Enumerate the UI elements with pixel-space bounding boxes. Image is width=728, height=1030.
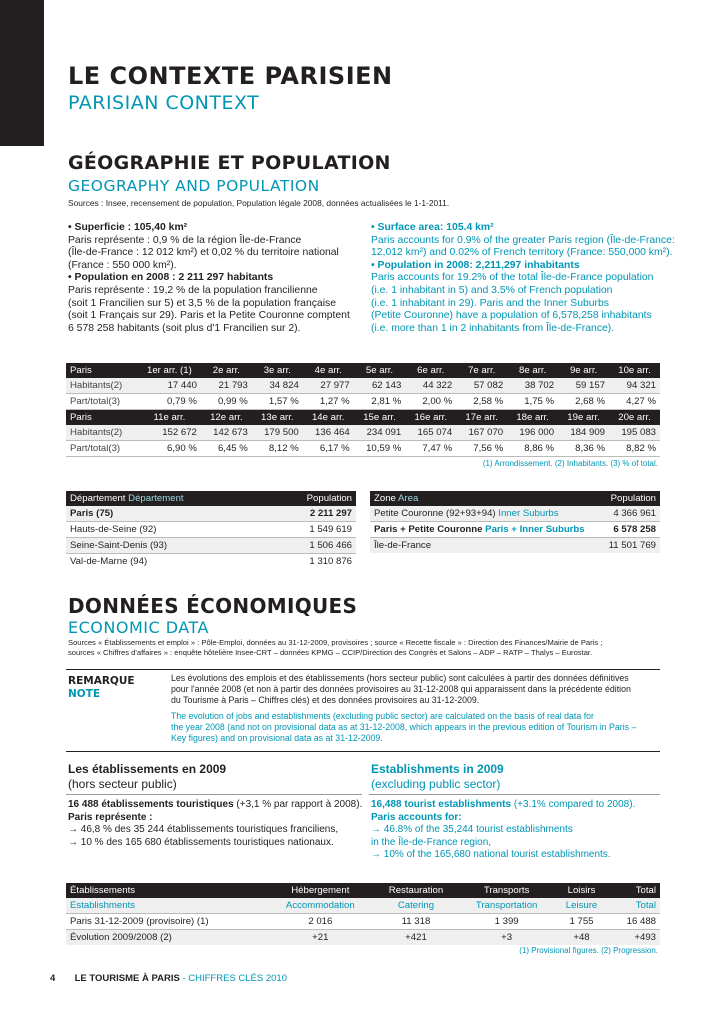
table-cell: 12e arr.	[201, 410, 252, 426]
table-cell: 179 500	[252, 425, 303, 441]
table-cell: +421	[373, 930, 459, 946]
arrondissement-table	[66, 363, 660, 457]
zone-head-fr: Zone	[374, 493, 396, 504]
table-cell: 0,99 %	[201, 394, 252, 410]
section-title-eco-en: ECONOMIC DATA	[68, 618, 209, 637]
geo-en-line: (Petite Couronne) have a population of 6,578,258 inhabitants	[371, 310, 652, 322]
row-label: Habitants(2)	[66, 378, 138, 394]
table-cell: 5e arr.	[354, 363, 406, 378]
table-cell: 167 070	[456, 425, 507, 441]
zone-head-pop: Population	[601, 491, 660, 506]
geo-fr-line: • Superficie : 105,40 km²	[68, 222, 188, 233]
note-fr-line: pour l'année 2008 (et non à partir des données provisoires au 31-12-2008 qui apparaissent dans la précédente édition	[171, 684, 631, 694]
table-cell: Loisirs	[554, 883, 608, 898]
table-cell: 2 016	[268, 914, 374, 930]
table-cell: 7e arr.	[456, 363, 507, 378]
dept-head-label	[66, 491, 268, 506]
table-cell: 1,27 %	[303, 394, 354, 410]
note-fr-line: du Tourisme à Paris – Chiffres clés) et des données provisoires au 31-12-2009.	[171, 695, 480, 705]
arr-table-footnote: (1) Arrondissement. (2) Inhabitants. (3) % of total.	[482, 459, 658, 468]
table-cell: 10,59 %	[354, 441, 406, 457]
estab-text-en	[371, 799, 635, 862]
eco-source-1: Sources « Établissements et emploi » : Pôle-Emploi, données au 31-12-2009, provisoires ; source « Recette fiscale » : Direction des Finances/Mairie de Paris ;	[68, 638, 603, 647]
table-row	[66, 914, 660, 930]
table-cell: 11 318	[373, 914, 459, 930]
table-cell: 15e arr.	[354, 410, 406, 426]
zone-name	[370, 538, 601, 554]
zone-name-en: Paris + Inner Suburbs	[485, 524, 585, 535]
zone-name-fr: Île-de-France	[374, 540, 432, 551]
table-cell: 7,56 %	[456, 441, 507, 457]
dept-head-pop: Population	[268, 491, 356, 506]
estab-text-fr	[68, 799, 362, 849]
table-cell: Leisure	[554, 898, 608, 914]
table-cell: 196 000	[507, 425, 558, 441]
divider	[66, 794, 362, 795]
geo-fr-line: (France : 550 000 km²).	[68, 259, 177, 271]
table-cell: 6,90 %	[138, 441, 201, 457]
divider	[369, 794, 660, 795]
table-cell: 165 074	[405, 425, 456, 441]
table-cell: 8e arr.	[507, 363, 558, 378]
note-en-line: Key figures) and on provisional data as at 31-12-2009.	[171, 733, 383, 743]
table-cell: 142 673	[201, 425, 252, 441]
table-cell: 7,47 %	[405, 441, 456, 457]
table-cell: 184 909	[558, 425, 609, 441]
table-cell: 2e arr.	[201, 363, 252, 378]
table-cell: 27 977	[303, 378, 354, 394]
estab-fr-rest: (+3,1 % par rapport à 2008).	[233, 799, 363, 810]
table-cell: 6,45 %	[201, 441, 252, 457]
note-label: REMARQUE	[68, 675, 135, 687]
estab-en-line: in the Île-de-France region,	[371, 836, 492, 848]
table-row	[66, 930, 660, 946]
dept-head-en: Département	[128, 493, 184, 504]
table-cell: 1,75 %	[507, 394, 558, 410]
estab-en-line: Paris accounts for:	[371, 811, 462, 823]
zone-value: 11 501 769	[601, 538, 660, 554]
row-label: Paris 31-12-2009 (provisoire) (1)	[66, 914, 268, 930]
row-label: Paris	[66, 363, 138, 378]
table-cell: Catering	[373, 898, 459, 914]
table-cell: 19e arr.	[558, 410, 609, 426]
estab-fr-line: Paris représente :	[68, 811, 153, 823]
zone-name-en: Inner Suburbs	[498, 508, 559, 519]
row-label: Part/total(3)	[66, 394, 138, 410]
note-en-line: the year 2008 (and not on provisional data as at 31-12-2008, which appears in the previous edition of Tourism in Paris –	[171, 722, 637, 732]
dept-value: 1 549 619	[268, 522, 356, 538]
table-cell: 136 464	[303, 425, 354, 441]
table-cell: 8,12 %	[252, 441, 303, 457]
estab-fr-line: → 46,8 % des 35 244 établissements touristiques franciliens,	[68, 824, 339, 836]
table-cell: 4,27 %	[609, 394, 660, 410]
table-cell: 17 440	[138, 378, 201, 394]
dept-value: 2 211 297	[268, 506, 356, 522]
table-cell: 195 083	[609, 425, 660, 441]
table-cell: 21 793	[201, 378, 252, 394]
footer	[50, 973, 287, 984]
table-cell: 62 143	[354, 378, 406, 394]
table-cell: 8,86 %	[507, 441, 558, 457]
table-cell: 1er arr. (1)	[138, 363, 201, 378]
row-label: Establishments	[66, 898, 268, 914]
geo-en-line: Paris accounts for 19.2% of the total Île-de-France population	[371, 272, 654, 284]
table-cell: 1 399	[459, 914, 555, 930]
table-cell: Total	[609, 883, 660, 898]
table-row	[66, 378, 660, 394]
geo-fr-line: • Population en 2008 : 2 211 297 habitants	[68, 272, 274, 284]
note-en-line: The evolution of jobs and establishments (excluding public sector) are calculated on the basis of real data for	[171, 711, 594, 721]
dept-name: Seine-Saint-Denis (93)	[66, 538, 268, 554]
table-cell: 0,79 %	[138, 394, 201, 410]
eco-source-2: sources « Chiffres d'affaires » : enquête hôtelière Insee-CRT – données KPMG – CCIP/Direction des Congrès et Salons – ADP – RATP – Thalys – Eurostar.	[68, 648, 593, 657]
row-label: Établissements	[66, 883, 268, 898]
divider	[66, 751, 660, 752]
table-cell: +48	[554, 930, 608, 946]
dept-head-fr: Département	[70, 493, 126, 504]
note-text-en	[171, 711, 636, 744]
table-cell: 18e arr.	[507, 410, 558, 426]
geo-source: Sources : Insee, recensement de population, Population légale 2008, données actualisées le 1-1-2011.	[68, 198, 450, 208]
table-cell: +3	[459, 930, 555, 946]
zone-table	[370, 491, 660, 553]
divider	[66, 669, 660, 670]
table-cell: Transportation	[459, 898, 555, 914]
table-cell: 38 702	[507, 378, 558, 394]
table-cell: 2,58 %	[456, 394, 507, 410]
geo-fr-line: Paris représente : 0,9 % de la région Île-de-France	[68, 234, 302, 246]
table-cell: 20e arr.	[609, 410, 660, 426]
header-dark-bar	[0, 0, 44, 146]
table-cell: Hébergement	[268, 883, 374, 898]
table-cell: 2,68 %	[558, 394, 609, 410]
table-cell: 3e arr.	[252, 363, 303, 378]
geo-en-line: (i.e. more than 1 in 2 inhabitants from Île-de-France).	[371, 322, 615, 334]
table-row	[66, 394, 660, 410]
geo-en-line: 12,012 km²) and 0.02% of French territory (France: 550,000 km²).	[371, 247, 673, 259]
estab-en-line: → 10% of the 165,680 national tourist establishments.	[371, 849, 611, 861]
estab-en-bold: 16,488 tourist establishments	[371, 799, 512, 810]
establishments-table	[66, 883, 660, 945]
table-cell: Accommodation	[268, 898, 374, 914]
department-table	[66, 491, 356, 569]
estab-title-en: Establishments in 2009	[371, 762, 504, 776]
dept-name: Val-de-Marne (94)	[66, 554, 268, 570]
table-row	[66, 441, 660, 457]
estab-table-footnote: (1) Provisional figures. (2) Progression.	[519, 946, 658, 955]
row-label: Part/total(3)	[66, 441, 138, 457]
section-title-eco: DONNÉES ÉCONOMIQUES	[68, 594, 358, 618]
geo-en-line: (i.e. 1 inhabitant in 29). Paris and the Inner Suburbs	[371, 297, 609, 309]
table-cell: 8,36 %	[558, 441, 609, 457]
table-cell: 1 755	[554, 914, 608, 930]
arr-header-row	[66, 410, 660, 426]
zone-value: 6 578 258	[601, 522, 660, 538]
dept-value: 1 506 466	[268, 538, 356, 554]
geo-fr-line: Paris représente : 19,2 % de la population francilienne	[68, 284, 318, 296]
dept-name: Hauts-de-Seine (92)	[66, 522, 268, 538]
arr-header-row	[66, 363, 660, 378]
table-cell: 9e arr.	[558, 363, 609, 378]
table-cell: 2,81 %	[354, 394, 406, 410]
estab-en-line: → 46.8% of the 35,244 tourist establishments	[371, 824, 573, 836]
zone-name-fr: Paris + Petite Couronne	[374, 524, 483, 535]
estab-en-rest: (+3.1% compared to 2008).	[511, 799, 636, 810]
footer-title: LE TOURISME À PARIS	[74, 973, 180, 984]
estab-header-row-en	[66, 898, 660, 914]
row-label: Paris	[66, 410, 138, 426]
table-cell: Total	[609, 898, 660, 914]
geo-fr-line: (Île-de-France : 12 012 km²) et 0,02 % du territoire national	[68, 247, 339, 259]
note-label-en: NOTE	[68, 688, 101, 700]
geo-en-line: Paris accounts for 0.9% of the greater Paris region (Île-de-France:	[371, 234, 675, 246]
section-title-geo: GÉOGRAPHIE ET POPULATION	[68, 152, 391, 174]
table-cell: 4e arr.	[303, 363, 354, 378]
dept-value: 1 310 876	[268, 554, 356, 570]
geo-fr-line: 6 578 258 habitants (soit plus d'1 Francilien sur 2).	[68, 322, 301, 334]
table-cell: 17e arr.	[456, 410, 507, 426]
estab-subtitle-en: (excluding public sector)	[371, 777, 501, 791]
section-title-geo-en: GEOGRAPHY AND POPULATION	[68, 177, 320, 195]
estab-subtitle: (hors secteur public)	[68, 777, 177, 791]
estab-fr-line: → 10 % des 165 680 établissements touristiques nationaux.	[68, 836, 334, 848]
table-row	[66, 425, 660, 441]
note-fr-line: Les évolutions des emplois et des établissements (hors secteur public) sont calculées à partir des données définitives	[171, 673, 629, 683]
estab-fr-bold: 16 488 établissements touristiques	[68, 799, 234, 810]
zone-head-en: Area	[398, 493, 419, 504]
geo-fr-line: (soit 1 Français sur 29). Paris et la Petite Couronne comptent	[68, 310, 350, 322]
table-cell: 14e arr.	[303, 410, 354, 426]
zone-value: 4 366 961	[601, 506, 660, 522]
geo-en-line: • Population in 2008: 2,211,297 inhabitants	[371, 259, 580, 271]
table-cell: 44 322	[405, 378, 456, 394]
table-cell: Restauration	[373, 883, 459, 898]
table-cell: 16 488	[609, 914, 660, 930]
geo-en-line: • Surface area: 105.4 km²	[371, 222, 494, 233]
footer-subtitle: - CHIFFRES CLÉS 2010	[179, 973, 287, 984]
table-cell: 234 091	[354, 425, 406, 441]
note-text-fr	[171, 673, 631, 706]
table-cell: 6,17 %	[303, 441, 354, 457]
page-title: LE CONTEXTE PARISIEN	[68, 62, 393, 90]
estab-header-row	[66, 883, 660, 898]
page-title-en: PARISIAN CONTEXT	[68, 92, 260, 114]
zone-name-fr: Petite Couronne (92+93+94)	[374, 508, 496, 519]
zone-name	[370, 506, 601, 522]
table-cell: +493	[609, 930, 660, 946]
geo-text-en	[371, 222, 675, 335]
page-number: 4	[50, 973, 56, 984]
geo-en-line: (i.e. 1 inhabitant in 5) and 3.5% of French population	[371, 284, 613, 296]
table-cell: 10e arr.	[609, 363, 660, 378]
table-cell: 59 157	[558, 378, 609, 394]
estab-title: Les établissements en 2009	[68, 762, 227, 776]
row-label: Habitants(2)	[66, 425, 138, 441]
table-cell: Transports	[459, 883, 555, 898]
table-cell: 16e arr.	[405, 410, 456, 426]
zone-name	[370, 522, 601, 538]
table-cell: 2,00 %	[405, 394, 456, 410]
zone-head-label	[370, 491, 601, 506]
table-cell: 11e arr.	[138, 410, 201, 426]
dept-name: Paris (75)	[66, 506, 268, 522]
table-cell: 8,82 %	[609, 441, 660, 457]
table-cell: +21	[268, 930, 374, 946]
table-cell: 57 082	[456, 378, 507, 394]
table-cell: 1,57 %	[252, 394, 303, 410]
geo-fr-line: (soit 1 Francilien sur 5) et 3,5 % de la population française	[68, 297, 336, 309]
table-cell: 152 672	[138, 425, 201, 441]
geo-text-fr	[68, 222, 350, 335]
table-cell: 34 824	[252, 378, 303, 394]
table-cell: 6e arr.	[405, 363, 456, 378]
table-cell: 13e arr.	[252, 410, 303, 426]
table-cell: 94 321	[609, 378, 660, 394]
row-label: Évolution 2009/2008 (2)	[66, 930, 268, 946]
